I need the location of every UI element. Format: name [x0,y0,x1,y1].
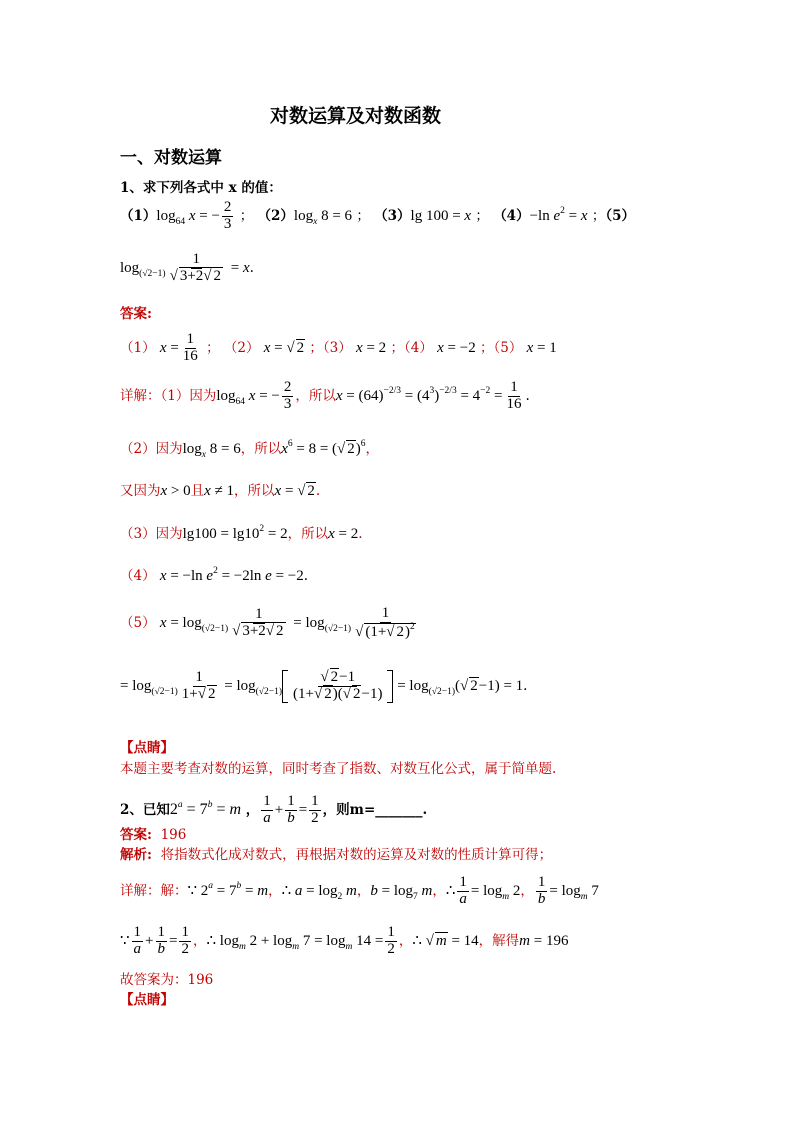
page-title: 对数运算及对数函数 [270,105,442,127]
question-1-item-5: $\log_{(√2-1)}$ 1 √ 3+2√ 2 = x. [120,252,254,285]
answer-label: 答案: [120,306,152,322]
question-2: 2、已知$2^a = 7^b = m$ ， $\frac{1}{a}$ + $\frac{1}{b}$ = $\frac{1}{2}$ ，则m=_______. [120,793,428,826]
point-label-2: 【点睛】 [120,992,174,1008]
detail-4: （4） x = −ln $e^2 = -2\ln$ e = −2. [120,566,309,584]
detail-5: （5） $x = \log_{(√2-1)}$ 1 √ 3+2√ 2 = $\log_{(√2-1)}$ 1 √ (1+√ 2)$^2$ [120,606,420,641]
detail-1: 详解：（1）因为$\log_{64} x$ = − $\frac{2}{3}$ ，所以$x = (64)^{-2/3} = (4^3)^{-2/3} = 4^{-2}$ = $\frac{1}{16}$ . [120,379,530,412]
question-1-label: 1、求下列各式中 x 的值： [120,180,282,196]
detail-2: （2）因为$\log_x 8 = 6$，所以$x^6 = 8$ = (√ 2)$^6$， [120,440,379,461]
detail-3: （3）因为$\lg 100 = \lg 10^2 = 2$，所以x = 2. [120,524,363,542]
answer-2: 答案: 196 [120,827,187,843]
answer-list: （1） x = $\frac{1}{16}$ ； （2） x = √ 2 ；（3） x = 2 ；（4） x = −2 ；（5） x = 1 [120,332,557,365]
detail-q2-line-1: 详解：解：∵ $2^a = 7^b = m$，∴ $a = \log_2 m$，$b = \log_7 m$，∴ $\frac{1}{a}$ = $\log_m 2$， $\frac{1}{b}$ = $\log_m 7$ [120,874,599,907]
point-label-1: 【点睛】 [120,740,174,756]
detail-5-cont: = $\log_{(√2-1)}$ $\frac{1}{1+√ 2}$ = $\log_{(√2-1)}$ √ $\frac{2-1}{(1+√ 2)(√ 2-1)}$ = $\log_{(√2-1)}(√$ 2−1) = 1. [120,670,527,703]
detail-q2-line-2: ∵ $\frac{1}{a}$ + $\frac{1}{b}$ = $\frac{1}{2}$ ，∴ $\log_m 2 + \log_m 7 = \log_m 14$ = $\frac{1}{2}$ ，∴ √ m = 14，解得m = 196 [120,925,568,958]
analysis-2: 解析: 将指数式化成对数式，再根据对数的运算及对数的性质计算可得； [120,847,553,863]
section-heading: 一、对数运算 [120,148,222,168]
final-answer: 故答案为：196 [120,972,214,988]
point-text-1: 本题主要考查对数的运算，同时考查了指数、对数互化公式，属于简单题. [120,761,557,777]
question-1-items: $(1)\log_{64}$ x = − $\frac{2}{3}$ ； $(2)\log_x$ 8 = 6 ； （3）lg 100 = x ； （4）−ln $e^2 = x$ ；（5） [120,199,635,232]
detail-2-cont: 又因为x > 0且x ≠ 1，所以x = √ 2. [120,484,320,499]
